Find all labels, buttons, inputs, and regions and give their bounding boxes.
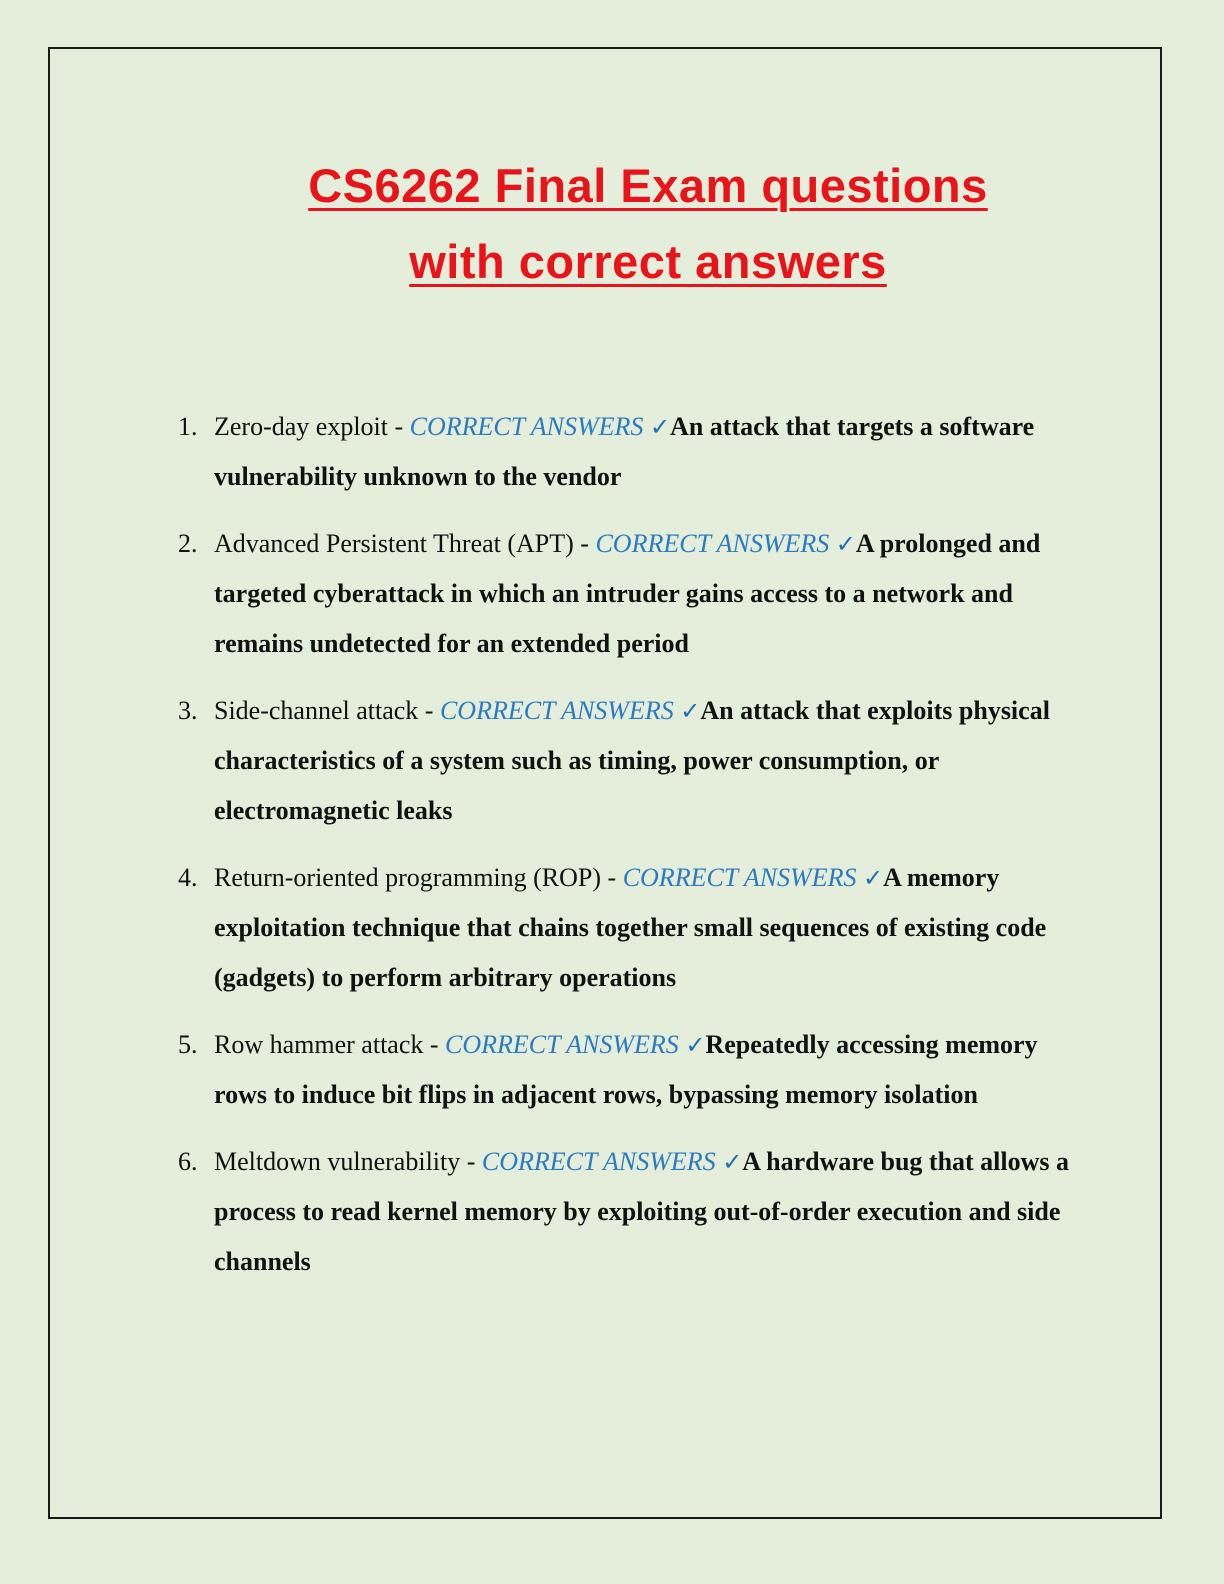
answer-text: A hardware bug that allows a process to read kernel memory by exploiting out-of-order execution and side channels (214, 1147, 1070, 1276)
question-term: Advanced Persistent Threat (APT) - (214, 529, 596, 558)
question-item (178, 1020, 1078, 1120)
checkmark-icon: ✓ (685, 1031, 706, 1059)
question-number: 6. (178, 1147, 198, 1176)
question-item (178, 1137, 1078, 1287)
answer-text: A prolonged and targeted cyberattack in which an intruder gains access to a network and remains undetected for an extended period (214, 529, 1041, 658)
question-term: Meltdown vulnerability - (214, 1147, 482, 1176)
answer-text: An attack that targets a software vulnerability unknown to the vendor (214, 412, 1035, 491)
correct-answers-label: CORRECT ANSWERS (445, 1030, 679, 1059)
correct-answers-label: CORRECT ANSWERS (622, 863, 857, 892)
question-item (178, 686, 1078, 836)
title-line-1: CS6262 Final Exam questions (308, 159, 988, 212)
question-item (178, 853, 1078, 1003)
checkmark-icon: ✓ (649, 413, 671, 441)
question-number: 5. (178, 1030, 198, 1059)
answer-text: A memory exploitation technique that chains together small sequences of existing code (gadgets) to perform arbitrary operations (214, 863, 1047, 992)
checkmark-icon: ✓ (722, 1148, 743, 1176)
correct-answers-label: CORRECT ANSWERS (409, 412, 644, 441)
question-number: 4. (178, 863, 198, 892)
correct-answers-label: CORRECT ANSWERS (595, 529, 830, 558)
question-number: 3. (178, 696, 198, 725)
answer-text: Repeatedly accessing memory rows to induce bit flips in adjacent rows, bypassing memory isolation (214, 1030, 1038, 1109)
question-number: 2. (178, 529, 198, 558)
answer-text: An attack that exploits physical characteristics of a system such as timing, power consumption, or electromagnetic leaks (214, 696, 1050, 825)
correct-answers-label: CORRECT ANSWERS (481, 1147, 716, 1176)
question-list (178, 402, 1078, 1304)
title-line-2: with correct answers (409, 235, 887, 288)
question-item (178, 519, 1078, 669)
correct-answers-label: CORRECT ANSWERS (439, 696, 674, 725)
question-term: Zero-day exploit - (214, 412, 410, 441)
document-title (48, 148, 1224, 300)
question-term: Return-oriented programming (ROP) - (214, 863, 623, 892)
question-term: Row hammer attack - (214, 1030, 446, 1059)
question-item (178, 402, 1078, 502)
checkmark-icon: ✓ (680, 697, 701, 725)
checkmark-icon: ✓ (862, 864, 884, 892)
question-number: 1. (178, 412, 198, 441)
checkmark-icon: ✓ (835, 530, 856, 558)
question-term: Side-channel attack - (214, 696, 440, 725)
